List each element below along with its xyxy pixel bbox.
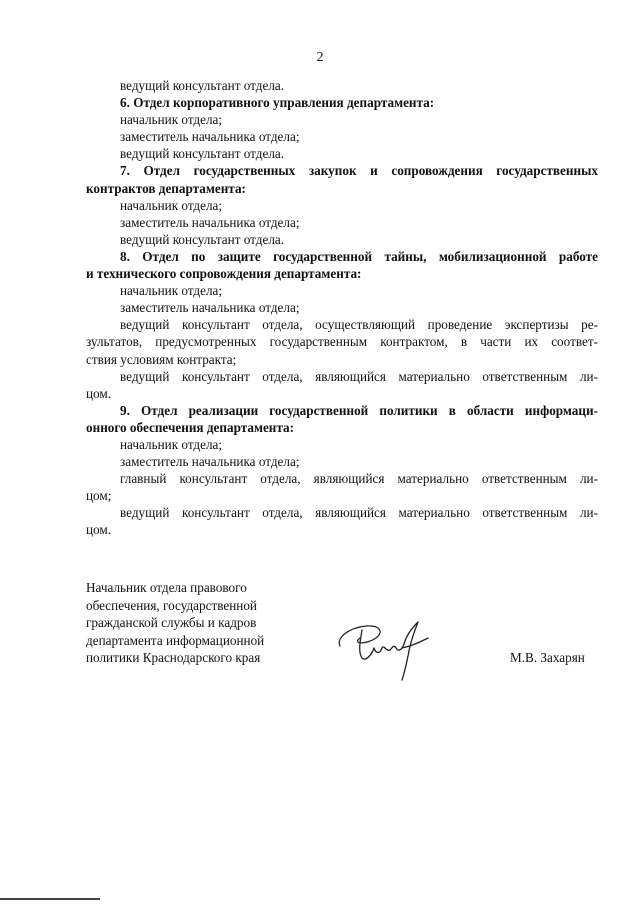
text-line: заместитель начальника отдела;	[120, 454, 300, 470]
text-line: начальник отдела;	[120, 283, 223, 299]
text-line: ведущий консультант отдела.	[120, 231, 285, 247]
document-body	[86, 77, 598, 539]
signatory-position-line: политики Краснодарского края	[86, 650, 261, 665]
text-line: цом.	[86, 385, 112, 401]
text-line: цом.	[86, 522, 112, 538]
signatory-name: М.В. Захарян	[510, 650, 585, 665]
signatory-position	[86, 579, 264, 667]
text-line: заместитель начальника отдела;	[120, 300, 300, 316]
signatory-position-line: обеспечения, государственной	[86, 597, 257, 613]
page-number: 2	[316, 50, 324, 65]
text-line: заместитель начальника отдела;	[120, 214, 300, 230]
text-line: и технического сопровождения департамента:	[86, 266, 362, 282]
text-line: контрактов департамента:	[86, 180, 246, 196]
text-line: ведущий консультант отдела.	[120, 78, 285, 93]
text-line: цом;	[86, 488, 112, 504]
text-line: начальник отдела;	[120, 112, 223, 128]
text-line: 6. Отдел корпоративного управления департамента:	[120, 95, 435, 111]
scan-artifact-line	[0, 898, 100, 900]
text-line: ведущий консультант отдела.	[120, 146, 285, 162]
text-line: главный консультант отдела, являющийся материально ответственным ли-	[120, 471, 598, 487]
text-line: начальник отдела;	[120, 436, 223, 452]
text-line: ведущий консультант отдела, являющийся материально ответственным ли-	[120, 505, 598, 521]
signatory-position-line: департамента информационной	[86, 632, 265, 648]
text-line: 9. Отдел реализации государственной политики в области информаци-	[120, 402, 598, 418]
text-line: заместитель начальника отдела;	[120, 129, 300, 145]
text-line: 8. Отдел по защите государственной тайны, мобилизационной работе	[120, 248, 598, 264]
text-line: онного обеспечения департамента:	[86, 419, 295, 435]
text-line: ведущий консультант отдела, являющийся материально ответственным ли-	[120, 368, 598, 384]
handwritten-signature	[332, 608, 442, 688]
text-line: 7. Отдел государственных закупок и сопровождения государственных	[120, 163, 598, 179]
text-line: начальник отдела;	[120, 197, 223, 213]
text-line: ствия условиям контракта;	[86, 351, 237, 367]
signatory-position-line: Начальник отдела правового	[86, 580, 247, 595]
text-line: зультатов, предусмотренных государственным контрактом, в части их соответ-	[86, 334, 598, 350]
text-line: ведущий консультант отдела, осуществляющий проведение экспертизы ре-	[120, 317, 598, 333]
signatory-position-line: гражданской службы и кадров	[86, 615, 257, 630]
